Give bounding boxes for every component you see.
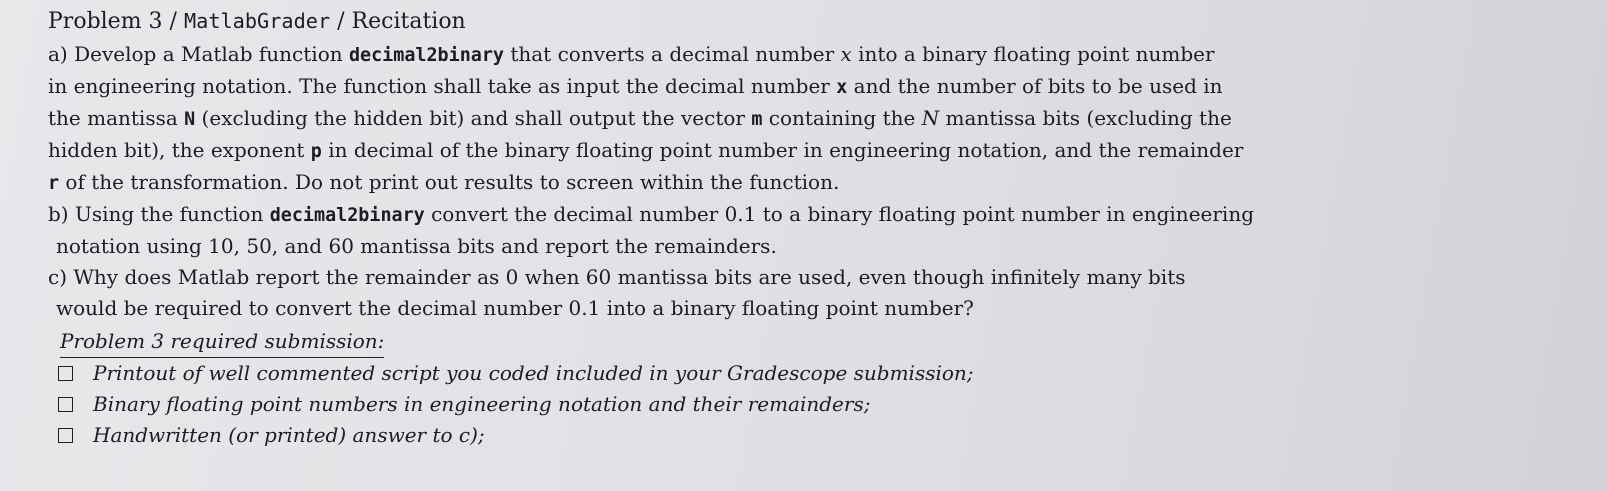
text-segment: convert the decimal number 0.1 to a binary floating point number in engineering [424, 202, 1255, 226]
checkbox-icon [58, 397, 73, 412]
checkbox-icon [58, 428, 73, 443]
code-function-name: decimal2binary [348, 45, 504, 66]
checklist-item-label: Handwritten (or printed) answer to c); [93, 423, 485, 447]
part-a-line-2 [48, 71, 1568, 103]
text-segment: mantissa bits (excluding the [939, 106, 1232, 130]
part-a-line-1 [48, 39, 1568, 71]
text-segment: into a binary floating point number [851, 42, 1215, 66]
code-variable: m [751, 109, 763, 130]
checklist-item-label: Binary floating point numbers in engineering notation and their remainders; [93, 392, 871, 416]
submission-heading: Problem 3 required submission: [60, 326, 384, 358]
part-b-line-2: notation using 10, 50, and 60 mantissa bits and report the remainders. [56, 234, 777, 258]
text-segment: the mantissa [48, 106, 185, 130]
part-c [48, 262, 1568, 324]
document-page [48, 6, 1568, 451]
checklist-item [58, 420, 1568, 451]
part-b-line-1 [48, 199, 1568, 231]
checkbox-icon [58, 366, 73, 381]
text-segment: and the number of bits to be used in [847, 74, 1223, 98]
text-segment: (excluding the hidden bit) and shall output the vector [195, 106, 752, 130]
part-a-line-3 [48, 103, 1568, 135]
checklist-item [58, 358, 1568, 389]
checklist-item [58, 389, 1568, 420]
checklist-item-label: Printout of well commented script you coded included in your Gradescope submission; [93, 361, 974, 385]
submission-checklist [48, 358, 1568, 451]
code-variable: x [836, 77, 848, 98]
text-segment: in engineering notation. The function shall take as input the decimal number [48, 74, 837, 98]
part-c-line-1: c) Why does Matlab report the remainder as 0 when 60 mantissa bits are used, even though infinitely many bits [48, 265, 1186, 289]
text-segment: hidden bit), the exponent [48, 138, 311, 162]
title-code: MatlabGrader [183, 9, 331, 33]
text-segment: containing the [762, 106, 922, 130]
page-title [48, 6, 1568, 37]
code-variable: p [310, 141, 322, 162]
code-function-name: decimal2binary [269, 205, 425, 226]
code-variable: r [48, 173, 60, 194]
text-segment: b) Using the function [48, 202, 270, 226]
text-segment: of the transformation. Do not print out results to screen within the function. [59, 170, 840, 194]
text-segment: that converts a decimal number [503, 42, 841, 66]
math-variable: N [921, 106, 940, 130]
math-variable: x [840, 42, 852, 66]
part-a-line-4 [48, 135, 1568, 167]
part-b [48, 199, 1568, 262]
text-segment: in decimal of the binary floating point number in engineering notation, and the remainder [321, 138, 1244, 162]
part-a [48, 39, 1568, 199]
title-suffix: / Recitation [330, 9, 466, 34]
part-c-line-2: would be required to convert the decimal number 0.1 into a binary floating point number? [56, 296, 974, 320]
code-variable: N [184, 109, 196, 130]
title-prefix: Problem 3 / [48, 9, 184, 34]
part-a-line-5 [48, 167, 1568, 199]
text-segment: a) Develop a Matlab function [48, 42, 349, 66]
